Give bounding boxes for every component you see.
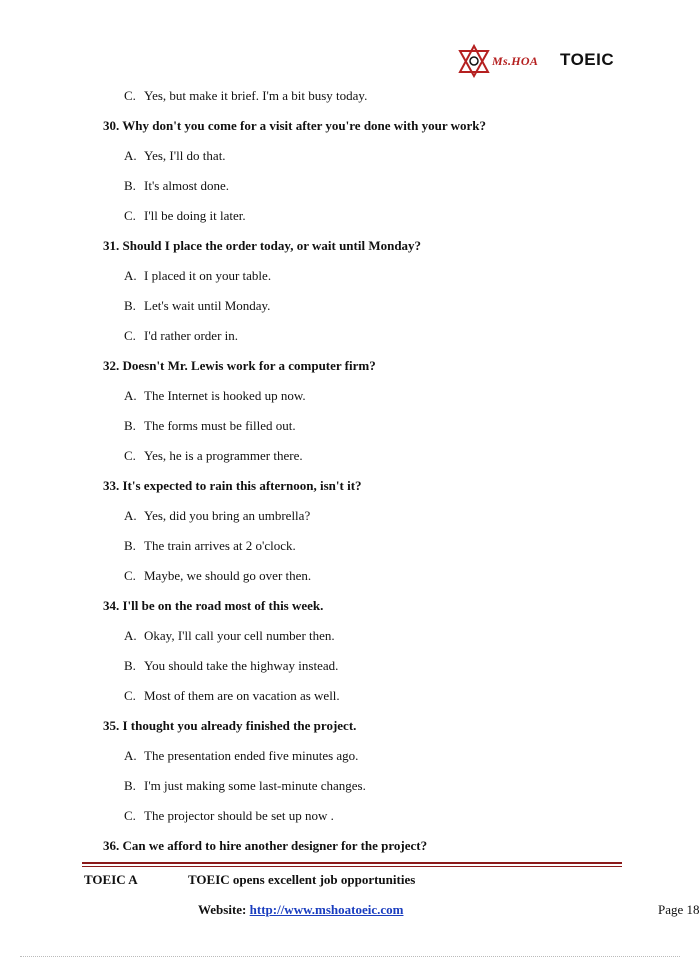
question-prompt — [103, 358, 376, 374]
answer-option — [124, 628, 335, 644]
option-text: I'm just making some last-minute changes. — [144, 778, 366, 793]
answer-option — [124, 418, 296, 434]
question-number: 31. — [103, 238, 120, 253]
answer-option — [124, 88, 367, 104]
question-text: It's expected to rain this afternoon, isn't it? — [122, 478, 362, 493]
option-letter: C. — [124, 688, 136, 703]
option-letter: B. — [124, 538, 136, 553]
footer-divider — [82, 862, 622, 864]
option-letter: A. — [124, 388, 137, 403]
option-letter: B. — [124, 778, 136, 793]
option-text: The presentation ended five minutes ago. — [144, 748, 359, 763]
question-number: 30. — [103, 118, 120, 133]
option-letter: A. — [124, 508, 137, 523]
option-text: Let's wait until Monday. — [144, 298, 271, 313]
question-number: 35. — [103, 718, 120, 733]
footer-divider-thin — [82, 866, 622, 867]
answer-option — [124, 268, 271, 284]
question-prompt — [103, 238, 421, 254]
star-emblem-icon — [456, 44, 492, 78]
answer-option — [124, 388, 306, 404]
option-text: It's almost done. — [144, 178, 230, 193]
question-text: Doesn't Mr. Lewis work for a computer firm? — [122, 358, 376, 373]
answer-option — [124, 688, 340, 704]
option-text: I'd rather order in. — [144, 328, 239, 343]
option-letter: A. — [124, 268, 137, 283]
option-letter: A. — [124, 628, 137, 643]
question-prompt — [103, 478, 362, 494]
option-text: Yes, he is a programmer there. — [144, 448, 303, 463]
footer-left-label: TOEIC A — [84, 872, 138, 887]
option-text: Okay, I'll call your cell number then. — [144, 628, 335, 643]
question-number: 33. — [103, 478, 120, 493]
website-label: Website: — [198, 902, 247, 917]
question-text: Why don't you come for a visit after you're done with your work? — [122, 118, 487, 133]
question-number: 36. — [103, 838, 120, 853]
answer-option — [124, 808, 334, 824]
answer-option — [124, 208, 246, 224]
option-letter: C. — [124, 328, 136, 343]
logo-ms-text: Ms.HOA — [492, 54, 539, 68]
question-text: Can we afford to hire another designer for the project? — [122, 838, 428, 853]
option-text: The projector should be set up now . — [144, 808, 334, 823]
answer-option — [124, 448, 303, 464]
option-letter: A. — [124, 748, 137, 763]
option-text: Yes, I'll do that. — [144, 148, 226, 163]
option-letter: C. — [124, 568, 136, 583]
option-letter: C. — [124, 808, 136, 823]
page-number: Page 18 — [658, 902, 700, 917]
answer-option — [124, 568, 311, 584]
answer-option — [124, 538, 296, 554]
option-letter: A. — [124, 148, 137, 163]
option-text: The forms must be filled out. — [144, 418, 296, 433]
question-prompt — [103, 118, 486, 134]
answer-option — [124, 658, 338, 674]
answer-option — [124, 508, 310, 524]
option-letter: B. — [124, 658, 136, 673]
question-text: Should I place the order today, or wait until Monday? — [122, 238, 422, 253]
option-text: The train arrives at 2 o'clock. — [144, 538, 296, 553]
question-prompt — [103, 598, 323, 614]
logo-toeic-text: TOEIC — [560, 50, 615, 69]
option-text: Most of them are on vacation as well. — [144, 688, 340, 703]
question-number: 32. — [103, 358, 120, 373]
footer-slogan: TOEIC opens excellent job opportunities — [188, 872, 416, 887]
answer-option — [124, 178, 229, 194]
option-letter: C. — [124, 448, 136, 463]
question-prompt — [103, 838, 427, 854]
question-text: I'll be on the road most of this week. — [122, 598, 324, 613]
option-text: Yes, did you bring an umbrella? — [144, 508, 311, 523]
option-letter: B. — [124, 178, 136, 193]
option-letter: C. — [124, 208, 136, 223]
question-text: I thought you already finished the project. — [122, 718, 357, 733]
answer-option — [124, 328, 238, 344]
option-text: I'll be doing it later. — [144, 208, 246, 223]
answer-option — [124, 748, 358, 764]
brand-logo — [456, 44, 626, 80]
option-text: Maybe, we should go over then. — [144, 568, 312, 583]
answer-option — [124, 298, 270, 314]
option-letter: B. — [124, 298, 136, 313]
option-text: The Internet is hooked up now. — [144, 388, 306, 403]
footer-website — [198, 902, 403, 918]
question-prompt — [103, 718, 356, 734]
option-text: You should take the highway instead. — [144, 658, 339, 673]
answer-option — [124, 778, 366, 794]
option-text: I placed it on your table. — [144, 268, 272, 283]
option-letter: B. — [124, 418, 136, 433]
question-number: 34. — [103, 598, 120, 613]
option-letter: C. — [124, 88, 136, 103]
answer-option — [124, 148, 226, 164]
option-text: Yes, but make it brief. I'm a bit busy today. — [144, 88, 368, 103]
website-link[interactable]: http://www.mshoatoeic.com — [249, 902, 404, 917]
page-edge-line — [20, 956, 680, 957]
